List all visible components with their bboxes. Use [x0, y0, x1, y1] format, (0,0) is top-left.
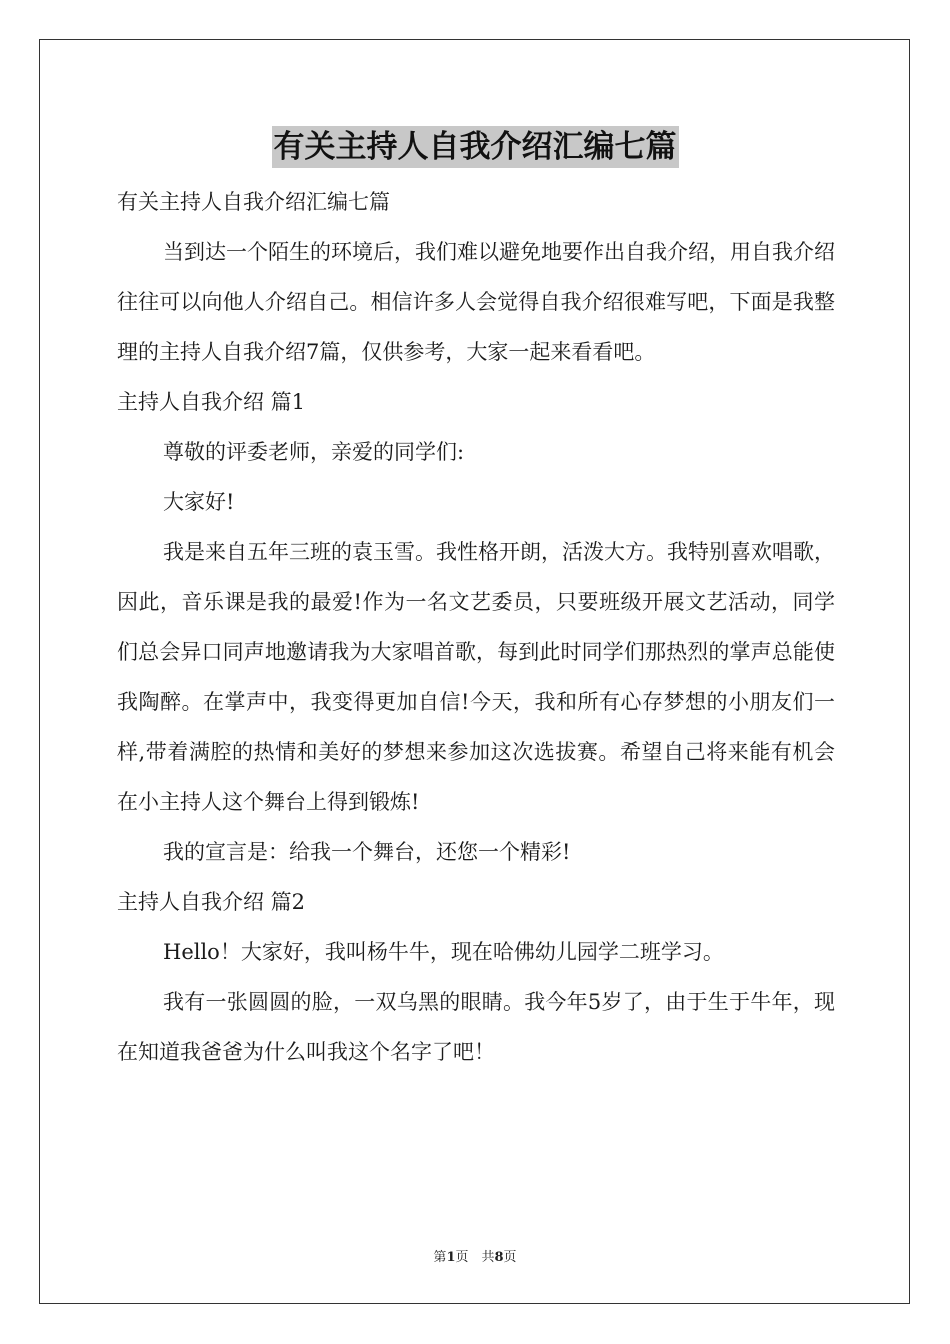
section-heading: 主持人自我介绍 篇1	[117, 390, 306, 414]
page-prefix: 第	[433, 1250, 447, 1265]
page-mid: 页 共	[455, 1250, 495, 1265]
paragraph: 大家好!	[163, 490, 235, 514]
paragraph: 尊敬的评委老师，亲爱的同学们:	[163, 440, 465, 464]
paragraph: 有关主持人自我介绍汇编七篇	[117, 190, 390, 214]
page-suffix: 页	[503, 1250, 517, 1265]
section-heading: 主持人自我介绍 篇2	[117, 890, 306, 914]
paragraph: 我是来自五年三班的袁玉雪。我性格开朗，活泼大方。我特别喜欢唱歌，因此，音乐课是我的最爱!作为一名文艺委员，只要班级开展文艺活动，同学们总会异口同声地邀请我为大家唱首歌，每到此时同学们那热烈的掌声总能使我陶醉。在掌声中，我变得更加自信!今天，我和所有心存梦想的小朋友们一样,带着满腔的热情和美好的梦想来参加这次选拔赛。希望自己将来能有机会在小主持人这个舞台上得到锻炼!	[117, 540, 835, 814]
title-container	[0, 126, 950, 168]
document-body	[117, 177, 835, 1077]
paragraph: 我有一张圆圆的脸，一双乌黑的眼睛。我今年5岁了，由于生于牛年，现在知道我爸爸为什么叫我这个名字了吧！	[117, 990, 835, 1064]
paragraph: Hello！大家好，我叫杨牛牛，现在哈佛幼儿园学二班学习。	[163, 940, 724, 964]
page-footer	[0, 1246, 950, 1265]
paragraph: 我的宣言是：给我一个舞台，还您一个精彩!	[163, 840, 571, 864]
document-title: 有关主持人自我介绍汇编七篇	[272, 126, 679, 168]
page-current: 1	[446, 1250, 456, 1265]
paragraph: 当到达一个陌生的环境后，我们难以避免地要作出自我介绍，用自我介绍往往可以向他人介绍自己。相信许多人会觉得自我介绍很难写吧，下面是我整理的主持人自我介绍7篇，仅供参考，大家一起来看看吧。	[117, 240, 835, 364]
page-total: 8	[494, 1250, 504, 1265]
